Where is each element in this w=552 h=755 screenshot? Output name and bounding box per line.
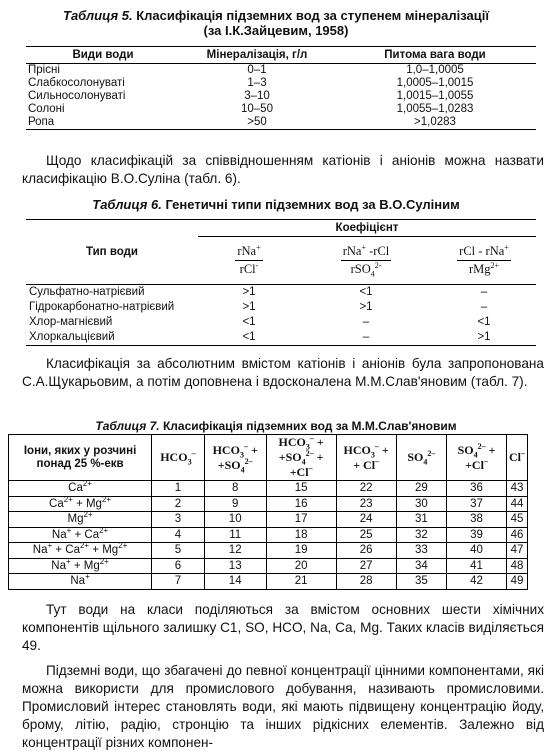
table7-cell: 12 [204,543,266,559]
table7-cell: 30 [396,496,446,512]
table7-cell: 43 [507,481,528,497]
table7-row-ion: Na+ [9,574,152,590]
table6-caption-text: Генетичні типи підземних вод за В.О.Суліним [161,197,460,212]
table-row [9,543,528,559]
table6-cell: – [480,301,488,313]
table7-cell: 32 [396,527,446,543]
table5-cell: Солоні [28,103,65,115]
table7-cell: 35 [396,574,446,590]
table7-cell: 39 [447,527,507,543]
paragraph-4 [22,662,544,752]
table6-cell: >1 [242,301,256,313]
table-row [9,481,528,497]
table7-cell: 21 [266,574,336,590]
table7-row-ion: $Na^+ + Mg^{2+}$ [9,558,152,574]
table-row [9,512,528,528]
table7-cell: 2 [152,496,205,512]
table-row [26,300,536,315]
table6-cell: <1 [198,330,300,346]
table6-header-coef: Коефіцієнт [198,220,536,237]
paragraph-2-text: Класифікація за абсолютним вмістом катіонів і аніонів була запропонована С.А.Щукарьовим, а потім доповнена і вдосконалена М.М.Слав'яновим (табл. 7). [22,356,544,389]
table7-row-ion: $Ca^{2+} + Mg^{2+}$ [9,496,152,512]
table6-formula-2: $\frac{rNa^+ -rCl}{rSO_4^{2-}}$ [300,237,432,285]
table6 [26,219,536,346]
table5-cell: 1–3 [247,77,267,89]
table5-header: Питома вага води [334,47,536,64]
table7-header-hco3-so4-cl: $HCO_3^-$ + $+SO_4^{2-}$ + +Cl– [266,435,336,481]
paragraph-4-text: Підземні води, що збагачені до певної концентрації цінними компонентами, які можна використи для промислового добування, називають промисловими. Промисловий інтерес становлять води, які мають підвищену концентрацію йоду, брому, літію, радію, стронцію та інших рідкісних елементів. Залежно від концентрації різних компонен- [22,663,544,750]
table6-cell: <1 [477,316,491,328]
table5-cell: Ропа [26,116,180,130]
table7-row-ion: $Mg^{2+}$ [9,512,152,528]
table7-cell: 36 [447,481,507,497]
table5-cell: 1,0–1,0005 [406,64,464,76]
table5 [26,46,536,130]
table-row [26,315,536,330]
table5-caption [0,8,552,38]
paragraph-2 [22,355,544,391]
table7-cell: 17 [266,512,336,528]
table6-cell: Сульфатно-натрієвий [29,286,145,298]
table6-caption-label: Таблиця 6. [92,197,162,212]
table-row [9,574,528,590]
table6-formula-1: $\frac{rNa^+}{rCl^-}$ [198,237,300,285]
table6-cell: <1 [242,316,256,328]
table5-cell: Сильносолонуваті [28,90,126,102]
table5-cell: 1,0055–1,0283 [396,103,474,115]
table-row [26,285,536,301]
table5-cell: 1,0015–1,0055 [396,90,474,102]
table-row [26,64,536,78]
table7-cell: 13 [204,558,266,574]
table7-cell: 46 [507,527,528,543]
table7-cell: 33 [396,543,446,559]
table5-header: Види води [26,47,180,64]
table7-cell: 11 [204,527,266,543]
table7-cell: 10 [204,512,266,528]
paragraph-3-text: Тут води на класи поділяються за вмістом основних шести хімічних компонентів щільного залишку С1, SO, HCO, Na, Ca, Mg. Таких класів виділяється 49. [22,602,544,653]
table7-cell: 14 [204,574,266,590]
table7-header-cl: Cl– [507,435,528,481]
table5-cell: Прісні [28,64,60,76]
table7-cell: 31 [396,512,446,528]
table6-cell: – [300,330,432,346]
table7-cell: 41 [447,558,507,574]
table7-cell: 29 [396,481,446,497]
table6-caption [0,197,552,212]
table6-cell: Гідрокарбонатно-натрієвий [29,301,175,313]
table7-cell: 37 [447,496,507,512]
table-row [9,558,528,574]
table-row [26,116,536,130]
table7-row-ion: $Na^+ + Ca^{2+} + Mg^{2+}$ [9,543,152,559]
table7-cell: 48 [507,558,528,574]
table6-formula-3: $\frac{rCl - rNa^+}{rMg^{2+}}$ [432,237,536,285]
table7-cell: 45 [507,512,528,528]
table7-caption-text: Класифікація підземних вод за М.М.Слав'яновим [159,419,457,433]
table7-cell: 3 [152,512,205,528]
table5-cell: 10–50 [241,103,273,115]
table7-cell: 7 [152,574,205,590]
table7-cell: 24 [336,512,396,528]
table-row [9,496,528,512]
table7-cell: 1 [152,481,205,497]
table7-cell: 34 [396,558,446,574]
table7-cell: 16 [266,496,336,512]
table7-cell: 20 [266,558,336,574]
table-row [26,103,536,116]
table7-header-so4: $SO_4^{2-}$ [396,435,446,481]
table7-caption [0,420,552,433]
table-row [26,77,536,90]
table7-header-hco3: $HCO_3^-$ [152,435,205,481]
table6-cell: <1 [359,286,373,298]
paragraph-3 [22,601,544,655]
table7-cell: 6 [152,558,205,574]
table5-cell: 1,0005–1,0015 [396,77,474,89]
table5-cell: Слабкосолонуваті [28,77,125,89]
table7-header-hco3-so4: $HCO_3^-$ + $+SO_4^{2-}$ [204,435,266,481]
table7-row-ion: $Na^+ + Ca^{2+}$ [9,527,152,543]
paragraph-1-text: Щодо класифікацій за співвідношенням катіонів і аніонів можна назвати класифікацію В.О.Суліна (табл. 6). [22,153,544,186]
table6-cell: Хлор-магнієвий [29,316,113,328]
table6-cell: >1 [242,286,256,298]
table6-cell: – [480,286,488,298]
table6-cell: >1 [432,330,536,346]
table7-cell: 5 [152,543,205,559]
table7 [8,434,528,590]
table6-cell: Хлоркальцієвий [26,330,198,346]
paragraph-1 [22,152,544,188]
table-row [26,330,536,346]
table7-cell: 40 [447,543,507,559]
table-row [9,527,528,543]
table7-cell: 28 [336,574,396,590]
table7-cell: 44 [507,496,528,512]
table7-cell: 47 [507,543,528,559]
table5-caption-line2: (за І.К.Зайцевим, 1958) [203,23,349,38]
table5-cell: 3–10 [244,90,270,102]
table5-cell: 0–1 [247,64,267,76]
table5-cell: >1,0283 [334,116,536,130]
table7-cell: 49 [507,574,528,590]
table7-cell: 26 [336,543,396,559]
table7-cell: 15 [266,481,336,497]
table7-cell: 25 [336,527,396,543]
table7-cell: 8 [204,481,266,497]
table7-header-hco3-cl: $HCO_3^-$ + + Cl– [336,435,396,481]
table7-cell: 4 [152,527,205,543]
table7-row-ion: $Ca^{2+}$ [9,481,152,497]
table7-caption-label: Таблиця 7. [95,419,160,433]
table7-header-so4-cl: $SO_4^{2-}$ + +Cl– [447,435,507,481]
table6-cell: – [362,316,370,328]
table7-corner-header: Іони, яких у розчині понад 25 %-екв [9,435,152,481]
table-row [26,90,536,103]
table7-cell: 42 [447,574,507,590]
table7-cell: 38 [447,512,507,528]
table5-header: Мінералізація, г/л [180,47,334,64]
table7-cell: 9 [204,496,266,512]
table5-caption-text: Класифікація підземних вод за ступенем мінералізації [132,8,489,23]
table7-cell: 27 [336,558,396,574]
table7-cell: 18 [266,527,336,543]
table7-cell: 22 [336,481,396,497]
table6-header-type: Тип води [26,220,198,285]
table7-cell: 23 [336,496,396,512]
table5-cell: >50 [180,116,334,130]
table5-caption-label: Таблиця 5. [63,8,133,23]
table6-cell: >1 [359,301,373,313]
table7-cell: 19 [266,543,336,559]
